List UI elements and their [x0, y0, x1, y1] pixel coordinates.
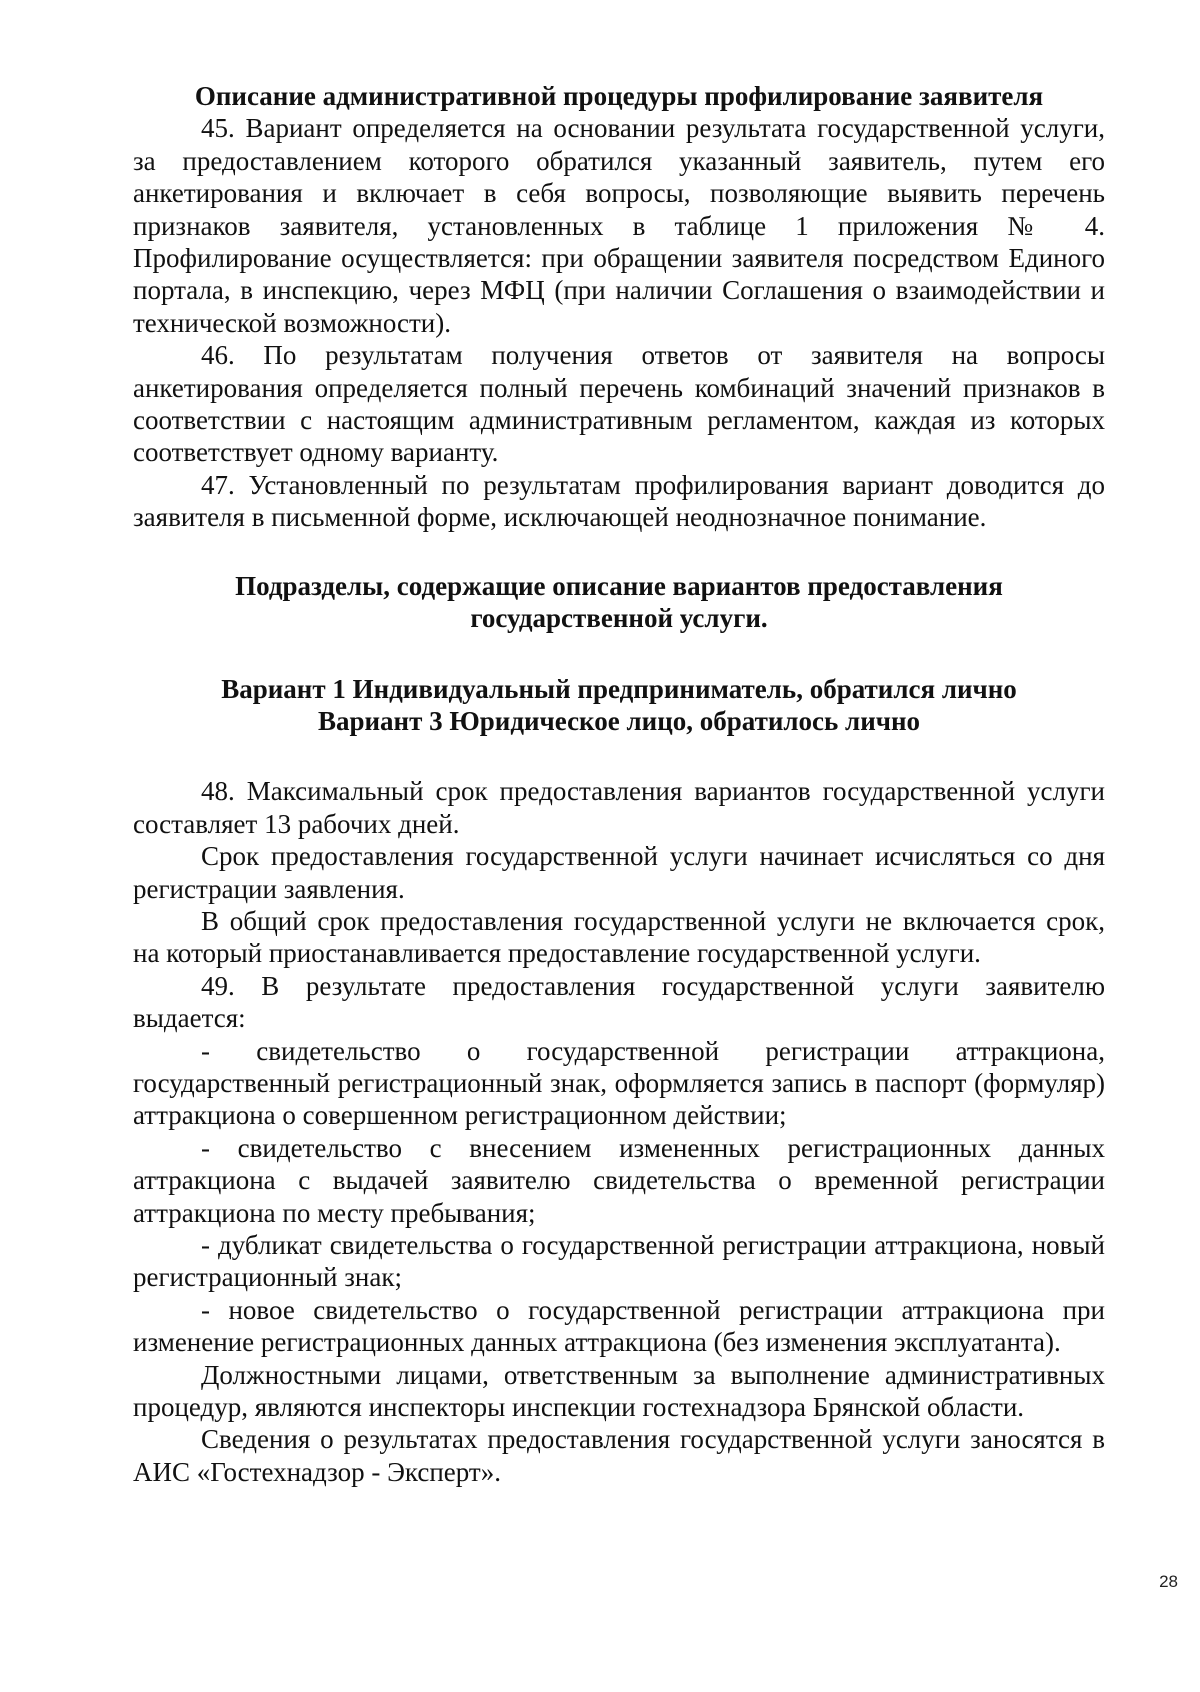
paragraph-49: 49. В результате предоставления государственной услуги заявителю выдается:: [133, 970, 1105, 1034]
list-item-new-certificate: - новое свидетельство о государственной регистрации аттракциона при изменение регистрационных данных аттракциона (без изменения эксплуатанта).: [133, 1294, 1105, 1358]
paragraph-term-start: Срок предоставления государственной услуги начинает исчисляться со дня регистрации заявления.: [133, 841, 1105, 904]
paragraph-47: 47. Установленный по результатам профилирования вариант доводится до заявителя в письменной форме, исключающей неоднозначное понимание.: [133, 469, 1105, 533]
section-heading-variants: [133, 673, 1105, 738]
paragraph-46: 46. По результатам получения ответов от заявителя на вопросы анкетирования определяется полный перечень комбинаций значений признаков в соответствии с настоящим административным регламентом, каждая из которых соответствует одному варианту.: [133, 340, 1105, 468]
paragraph-48: 48. Максимальный срок предоставления вариантов государственной услуги составляет 13 рабочих дней.: [133, 776, 1105, 839]
list-item-duplicate: - дубликат свидетельства о государственной регистрации аттракциона, новый регистрационный знак;: [133, 1230, 1105, 1293]
paragraph-45: 45. Вариант определяется на основании результата государственной услуги, за предоставлением которого обратился указанный заявитель, путем его анкетирования и включает в себя вопросы, позволяющие выявить перечень признаков заявителя, установленных в таблице 1 приложения № 4. Профилирование осуществляется: при обращении заявителя посредством Единого портала, в инспекцию, через МФЦ (при наличии Соглашения о взаимодействии и технической возможности).: [133, 113, 1105, 338]
section-heading-subsections-line2: государственной услуги.: [470, 603, 768, 634]
paragraph-officials: Должностными лицами, ответственным за выполнение административных процедур, являются инспекторы инспекции гостехнадзора Брянской области.: [133, 1359, 1105, 1423]
paragraph-ais-records: Сведения о результатах предоставления государственной услуги заносятся в АИС «Гостехнадзор - Эксперт».: [133, 1424, 1105, 1487]
list-item-certificate-changes: - свидетельство с внесением измененных регистрационных данных аттракциона с выдачей заявителю свидетельства о временной регистрации аттракциона по месту пребывания;: [133, 1132, 1105, 1228]
section-heading-profiling: Описание административной процедуры профилирование заявителя: [194, 81, 1044, 111]
paragraph-term-exclusion: В общий срок предоставления государственной услуги не включается срок, на который приостанавливается предоставление государственной услуги.: [133, 905, 1105, 969]
list-item-certificate: - свидетельство о государственной регистрации аттракциона, государственный регистрационный знак, оформляется запись в паспорт (формуляр) аттракциона о совершенном регистрационном действии;: [133, 1035, 1105, 1131]
document-body: [133, 80, 1105, 1488]
page-number: 28: [1159, 1572, 1178, 1591]
section-heading-subsections: [133, 570, 1105, 635]
section-heading-subsections-line1: Подразделы, содержащие описание вариантов предоставления: [235, 570, 1003, 601]
variant-1-heading: Вариант 1 Индивидуальный предприниматель, обратился лично: [221, 673, 1017, 704]
variant-3-heading: Вариант 3 Юридическое лицо, обратилось лично: [317, 705, 921, 736]
